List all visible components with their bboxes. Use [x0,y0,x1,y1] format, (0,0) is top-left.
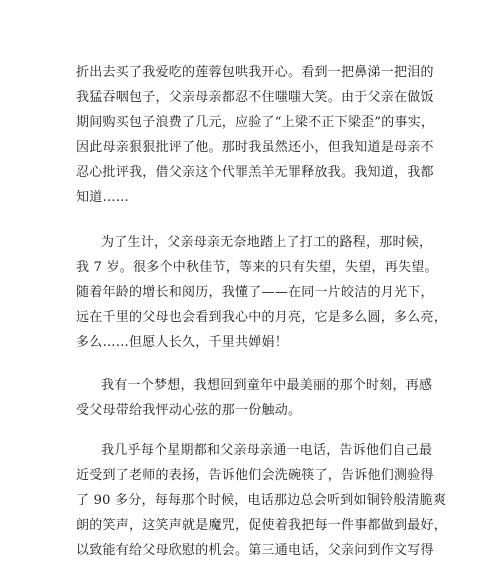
paragraph-2-line-4: 远在千里的父母也会看到我心中的月亮，它是多么圆，多么亮， [76,310,448,325]
paragraph-1-line-5: 忍心批评我，借父亲这个代罪羔羊无罪释放我。我知道，我都 [76,165,434,180]
paragraph-4-line-4: 朗的笑声，这笑声就是魔咒，促使着我把每一件事都做到最好， [76,518,448,533]
paragraph-2-line-3: 随着年龄的增长和阅历，我懂了——在同一片皎洁的月光下， [76,285,434,300]
paragraph-4-line-1: 我几乎每个星期都和父亲母亲通一电话，告诉他们自己最 [101,443,433,458]
paragraph-1-line-4: 因此母亲狠狠批评了他。那时我虽然还小，但我知道是母亲不 [76,140,434,155]
paragraph-1-line-3: 期间购买包子浪费了几元，应验了“上梁不正下梁歪”的事实， [76,115,435,130]
paragraph-2-line-5: 多么……但愿人长久，千里共婵娟！ [76,335,289,350]
paragraph-1-line-6: 知道…… [76,190,130,205]
paragraph-1-line-1: 折出去买了我爱吃的莲蓉包哄我开心。看到一把鼻涕一把泪的 [76,65,434,80]
paragraph-2-line-2: 我 7 岁。很多个中秋佳节，等来的只有失望，失望，再失望。 [76,260,438,275]
paragraph-1-line-2: 我猛吞咽包子，父亲母亲都忍不住嗤嗤大笑。由于父亲在做饭 [76,90,434,105]
paragraph-3-line-2: 受父母带给我怦动心弦的那一份触动。 [76,403,302,418]
paragraph-3-line-1: 我有一个梦想，我想回到童年中最美丽的那个时刻，再感 [101,378,433,393]
paragraph-4-line-5: 以致能有给父母欣慰的机会。第三通电话，父亲问到作文写得 [76,543,434,558]
paragraph-4-line-2: 近受到了老师的表扬，告诉他们会洗碗筷了，告诉他们测验得 [76,468,434,483]
paragraph-4-line-3: 了 90 多分，每每那个时候，电话那边总会听到如铜铃般清脆爽 [76,493,447,508]
paragraph-2-line-1: 为了生计，父亲母亲无奈地踏上了打工的路程，那时候， [101,235,433,250]
